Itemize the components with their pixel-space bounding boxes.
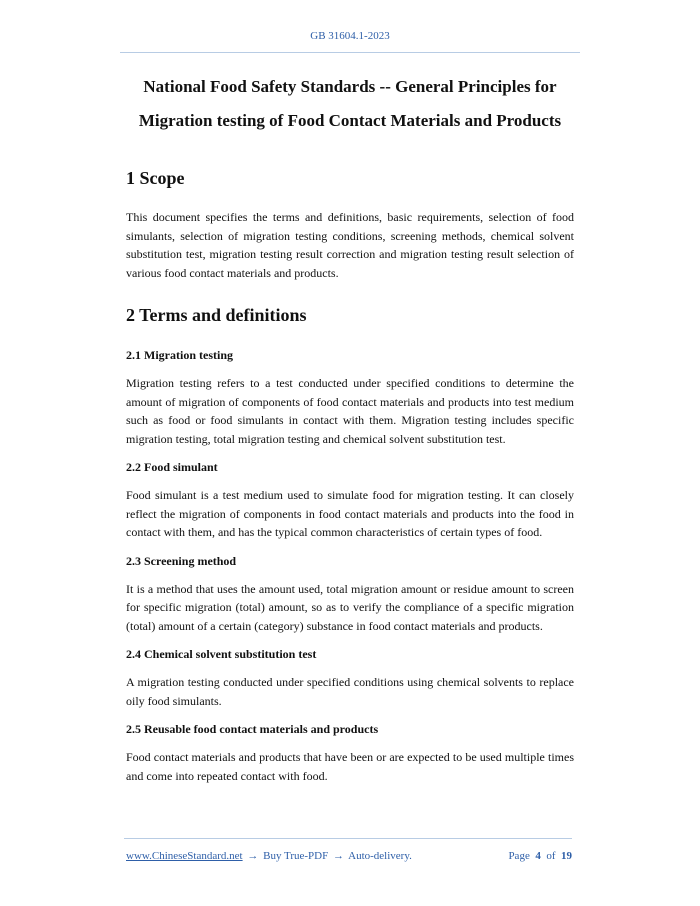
term-heading-reusable-materials: 2.5 Reusable food contact materials and products (126, 722, 379, 736)
header-divider (120, 52, 580, 53)
title-line-2: Migration testing of Food Contact Materials and Products (138, 111, 562, 130)
term-paragraph-chemical-solvent: A migration testing conducted under specified conditions using chemical solvents to replace oily food simulants. (126, 675, 574, 708)
term-heading-screening-method: 2.3 Screening method (126, 553, 237, 568)
section-heading-terms: 2 Terms and definitions (126, 305, 307, 325)
document-body (126, 72, 574, 785)
section-heading-scope: 1 Scope (126, 168, 185, 188)
buy-pdf-text: Buy True-PDF (263, 850, 329, 862)
page-indicator (508, 850, 572, 862)
scope-paragraph: This document specifies the terms and definitions, basic requirements, selection of food simulants, selection of migration testing conditions, screening methods, chemical solvent substitution test, migration testing result correction and migration testing result selection of various food contact materials and products. (126, 210, 574, 280)
term-paragraph-screening-method: It is a method that uses the amount used, total migration amount or residue amount to screen for specific migration (total) amount, so as to verify the compliance of a specific migration (total) amount of a certain (category) substance in food contact materials and products. (126, 581, 574, 633)
document-title (126, 72, 574, 136)
term-heading-food-simulant: 2.2 Food simulant (126, 460, 218, 474)
arrow-right-icon: → (247, 850, 259, 862)
title-line-1: National Food Safety Standards -- General Principles for (143, 77, 557, 96)
auto-delivery-text: Auto-delivery. (348, 850, 412, 862)
page-number: 4 (535, 850, 541, 862)
arrow-right-icon: → (332, 850, 344, 862)
term-heading-migration-testing: 2.1 Migration testing (126, 348, 233, 362)
of-label: of (546, 850, 556, 862)
term-heading-chemical-solvent: 2.4 Chemical solvent substitution test (126, 647, 317, 661)
term-paragraph-reusable-materials: Food contact materials and products that have been or are expected to be used multiple times and come into repeated contact with food. (126, 750, 574, 783)
footer-links (126, 850, 412, 862)
page-total: 19 (561, 850, 572, 862)
footer-divider (124, 838, 572, 839)
term-paragraph-migration-testing: Migration testing refers to a test conducted under specified conditions to determine the amount of migration of components of food contact materials and products into test medium such as food or food simulants in contact with them. Migration testing includes specific migration testing, total migration testing and chemical solvent substitution test. (126, 376, 574, 446)
site-link[interactable]: www.ChineseStandard.net (126, 850, 243, 862)
term-paragraph-food-simulant: Food simulant is a test medium used to simulate food for migration testing. It can closely reflect the migration of components in food contact materials and products into the food in contact with them, and has the typical common characteristics of certain types of food. (126, 488, 574, 539)
page-label: Page (508, 850, 530, 862)
header-standard-code: GB 31604.1-2023 (310, 30, 390, 42)
